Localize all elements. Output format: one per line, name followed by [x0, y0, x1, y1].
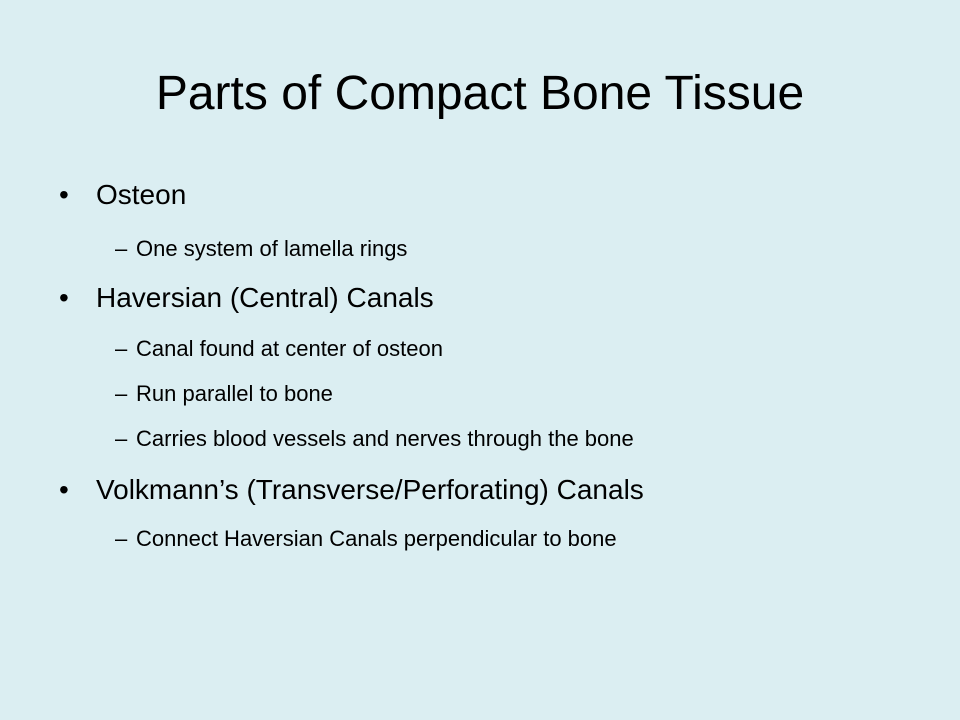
dash-marker: – — [115, 526, 128, 551]
list-item-text: Volkmann’s (Transverse/Perforating) Canals — [96, 474, 644, 505]
list-item-text: Canal found at center of osteon — [136, 336, 443, 361]
bullet-marker: • — [59, 474, 69, 505]
bullet-marker: • — [59, 282, 69, 313]
dash-marker: – — [115, 381, 128, 406]
list-item-text: Carries blood vessels and nerves through the bone — [136, 426, 634, 451]
list-item-text: Osteon — [96, 179, 187, 210]
list-item-text: Connect Haversian Canals perpendicular to bone — [136, 526, 617, 551]
dash-marker: – — [115, 336, 128, 361]
dash-marker: – — [115, 236, 128, 261]
list-item-text: Haversian (Central) Canals — [96, 282, 434, 313]
dash-marker: – — [115, 426, 128, 451]
list-item-text: One system of lamella rings — [136, 236, 408, 261]
list-item-text: Run parallel to bone — [136, 381, 333, 406]
bullet-marker: • — [59, 179, 69, 210]
slide-title: Parts of Compact Bone Tissue — [155, 67, 805, 120]
